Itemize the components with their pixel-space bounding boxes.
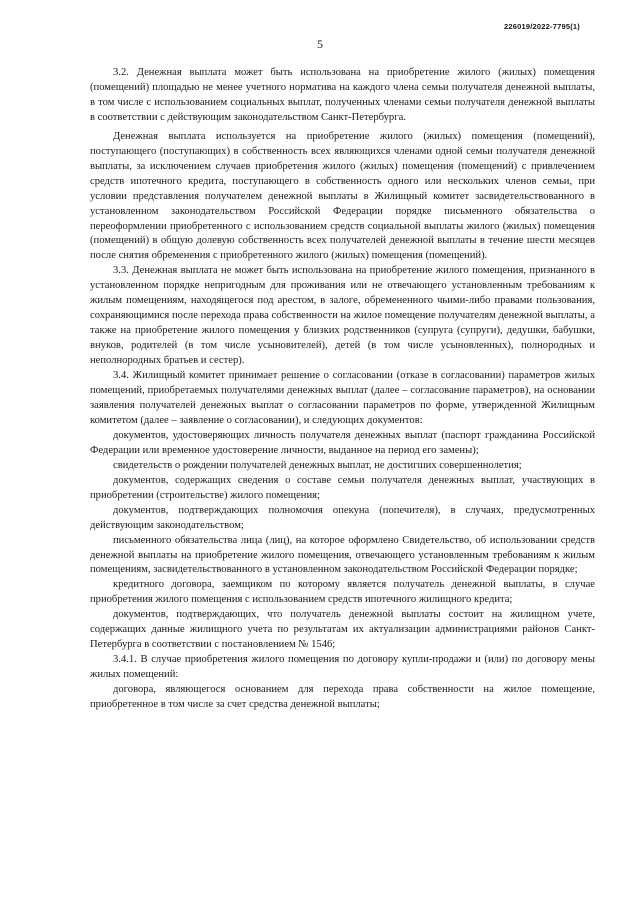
- list-item-guardian-authority: документов, подтверждающих полномочия опекуна (попечителя), в случаях, предусмотренных действующим законодательством;: [90, 504, 595, 531]
- list-item-birth-certificates: свидетельств о рождении получателей денежных выплат, не достигших совершеннолетия;: [113, 459, 522, 471]
- list-item-contract: договора, являющегося основанием для перехода права собственности на жилое помещение, приобретенное в том числе за счет средства денежной выплаты;: [90, 684, 595, 711]
- list-item-credit-agreement: кредитного договора, заемщиком по которому является получатель денежной выплаты, в случае приобретения жилого помещения с использованием средств ипотечного жилищного кредита;: [90, 579, 595, 606]
- paragraph-3-2: 3.2. Денежная выплата может быть использована на приобретение жилого (жилых) помещения (помещений) площадью не менее учетного норматива на каждого члена семьи получателя денежной выплаты, в том числе с использованием социальных выплат, полученных членами семьи получателя денежной выплаты в соответствии с действующим законодательством Санкт-Петербурга.: [90, 67, 595, 123]
- paragraph-3-4-1: 3.4.1. В случае приобретения жилого помещения по договору купли-продажи и (или) по договору мены жилых помещений:: [90, 654, 595, 681]
- paragraph-usage: Денежная выплата используется на приобретение жилого (жилых) помещения (помещений), поступающего (поступающих) в собственность всех являющихся членами одной семьи получателя денежной выплаты, за исключением случаев приобретения жилого (жилых) помещения (помещений) с привлечением средств ипотечного кредита, поступающего в собственность одного или нескольких членов семьи, при условии представления получателем денежной выплаты в Жилищный комитет засвидетельствованного в установленном законодательством Российской Федерации порядке письменного обязательства о переоформлении приобретенного с использованием средств социальной выплаты жилого (жилых) помещения (помещений) в общую долевую собственность всех получателей денежной выплаты в течение шести месяцев после снятия обременения с приобретенного жилого (жилых) помещения (помещений).: [90, 130, 595, 262]
- list-item-identity-documents: документов, удостоверяющих личность получателя денежных выплат (паспорт гражданина Российской Федерации или временное удостоверение личности, выданное на период его замены);: [90, 429, 595, 456]
- page-number: 5: [317, 37, 323, 51]
- list-item-housing-registration: документов, подтверждающих, что получатель денежной выплаты состоит на жилищном учете, содержащих данные жилищного учета по результатам их актуализации администрациями районов Санкт-Петербурга в соответствии с постановлением № 1546;: [90, 609, 595, 651]
- paragraph-3-4: 3.4. Жилищный комитет принимает решение о согласовании (отказе в согласовании) параметров жилых помещений, приобретаемых получателями денежных выплат (далее – согласование параметров), на основании заявления получателей денежных выплат о согласовании параметров по форме, утвержденной Жилищным комитетом (далее – заявление о согласовании), и следующих документов:: [90, 370, 595, 426]
- paragraph-3-3: 3.3. Денежная выплата не может быть использована на приобретение жилого помещения, признанного в установленном порядке непригодным для проживания или не отвечающего установленным требованиям к жилым помещениям, находящегося под арестом, в залоге, обремененного чьими-либо правами пользования, сохраняющимися после перехода права собственности на жилое помещение получателям денежной выплаты, а также на приобретение жилого помещения у близких родственников (супруга (супруги), дедушки, бабушки, внуков, родителей (в том числе усыновителей), детей (в том числе усыновленных), полнородных и неполнородных братьев и сестер).: [90, 265, 595, 367]
- document-body: [90, 66, 595, 713]
- document-number: 226019/2022-7795(1): [504, 22, 580, 31]
- list-item-written-obligation: письменного обязательства лица (лиц), на которое оформлено Свидетельство, об использовании средств денежной выплаты на приобретение жилого помещения, отвечающего установленным требованиям к жилым помещениям, засвидетельствованного в установленном законодательством Российской Федерации порядке;: [90, 534, 595, 576]
- list-item-family-composition: документов, содержащих сведения о составе семьи получателя денежных выплат, участвующих в приобретении (строительстве) жилого помещения;: [90, 474, 595, 501]
